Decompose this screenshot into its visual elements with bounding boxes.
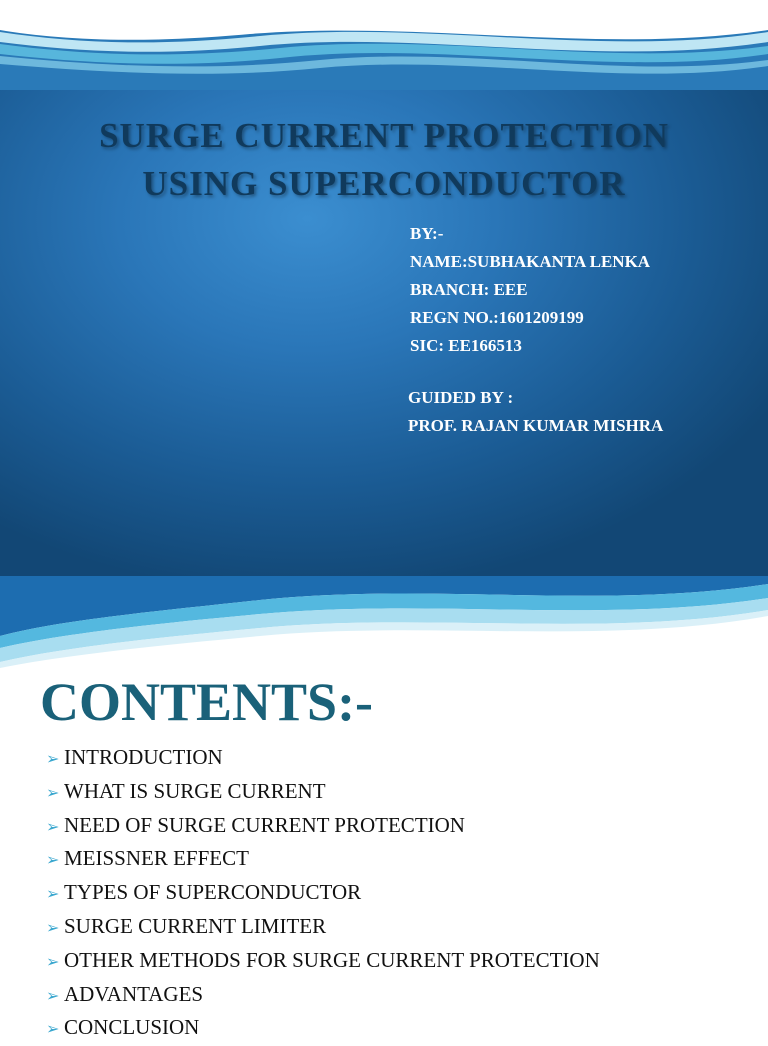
arrow-bullet-icon: ➢ bbox=[46, 850, 60, 870]
guide-info bbox=[408, 384, 663, 440]
arrow-bullet-icon: ➢ bbox=[46, 884, 60, 904]
list-item-label: OTHER METHODS FOR SURGE CURRENT PROTECTION bbox=[64, 947, 600, 972]
arrow-bullet-icon: ➢ bbox=[46, 985, 60, 1005]
guided-by-label: GUIDED BY : bbox=[408, 388, 514, 407]
author-sic: SIC: EE166513 bbox=[410, 336, 522, 355]
list-item-label: WHAT IS SURGE CURRENT bbox=[64, 778, 326, 803]
list-item bbox=[46, 979, 600, 1013]
list-item-label: SURGE CURRENT LIMITER bbox=[64, 913, 327, 938]
author-regn-no: REGN NO.:1601209199 bbox=[410, 308, 584, 327]
contents-heading: CONTENTS:- bbox=[40, 672, 374, 732]
contents-list bbox=[46, 742, 600, 1046]
list-item bbox=[46, 742, 600, 776]
list-item bbox=[46, 945, 600, 979]
list-item bbox=[46, 843, 600, 877]
list-item bbox=[46, 776, 600, 810]
author-name: NAME:SUBHAKANTA LENKA bbox=[410, 252, 651, 271]
list-item-label: INTRODUCTION bbox=[64, 745, 223, 769]
arrow-bullet-icon: ➢ bbox=[46, 1019, 60, 1039]
list-item bbox=[46, 810, 600, 844]
guide-name: PROF. RAJAN KUMAR MISHRA bbox=[408, 416, 664, 435]
title-line-2: USING SUPERCONDUCTOR bbox=[142, 164, 626, 203]
wave-decoration bbox=[0, 0, 768, 90]
list-item bbox=[46, 1012, 600, 1046]
wave-decoration bbox=[0, 576, 768, 671]
arrow-bullet-icon: ➢ bbox=[46, 749, 60, 768]
list-item bbox=[46, 911, 600, 945]
slide-contents bbox=[0, 576, 768, 1040]
list-item-label: ADVANTAGES bbox=[64, 981, 204, 1006]
by-label: BY:- bbox=[410, 224, 444, 243]
list-item-label: MEISSNER EFFECT bbox=[64, 846, 249, 871]
list-item-label: NEED OF SURGE CURRENT PROTECTION bbox=[64, 812, 465, 837]
title-line-1: SURGE CURRENT PROTECTION bbox=[99, 116, 669, 155]
list-item-label: CONCLUSION bbox=[64, 1015, 200, 1040]
list-item bbox=[46, 877, 600, 911]
arrow-bullet-icon: ➢ bbox=[46, 917, 60, 937]
list-item-label: TYPES OF SUPERCONDUCTOR bbox=[64, 880, 362, 905]
presentation-title bbox=[0, 112, 768, 208]
arrow-bullet-icon: ➢ bbox=[46, 782, 60, 802]
author-info bbox=[410, 220, 650, 360]
arrow-bullet-icon: ➢ bbox=[46, 816, 60, 836]
arrow-bullet-icon: ➢ bbox=[46, 951, 60, 971]
author-branch: BRANCH: EEE bbox=[410, 280, 528, 299]
